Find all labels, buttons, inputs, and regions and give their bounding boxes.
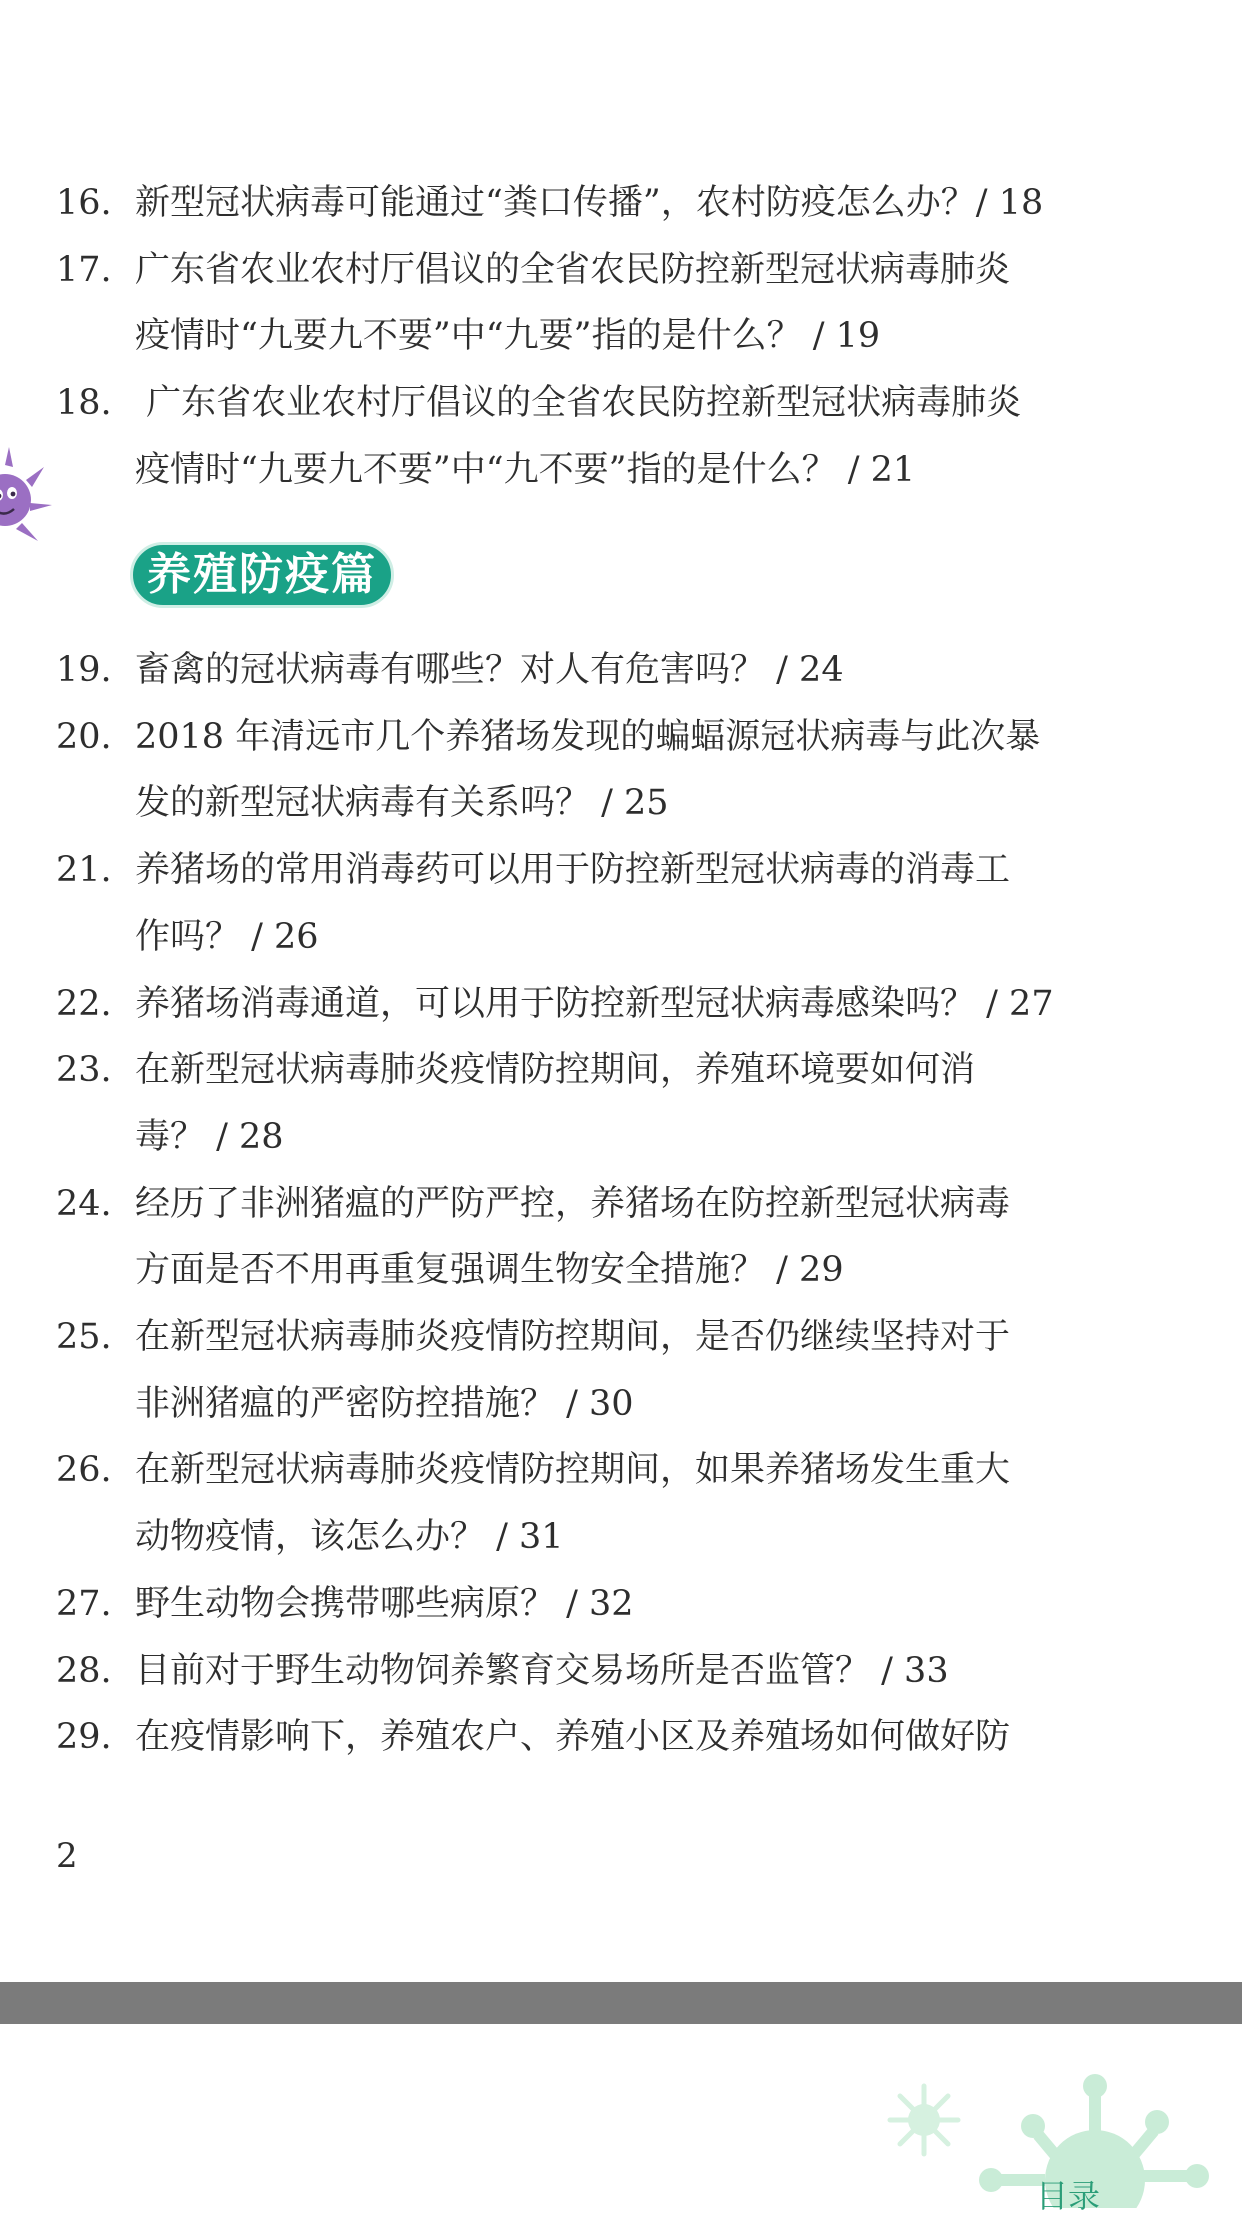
toc-entry xyxy=(56,1649,949,1693)
toc-entry-text: 在疫情影响下，养殖农户、养殖小区及养殖场如何做好防 xyxy=(135,1717,1011,1757)
toc-entry xyxy=(56,1315,1010,1359)
toc-entry-text: 目前对于野生动物饲养繁育交易场所是否监管？ / 33 xyxy=(135,1651,949,1691)
toc-entry xyxy=(56,1182,1010,1226)
toc-entry-continuation xyxy=(135,1382,634,1426)
toc-entry-continuation xyxy=(135,1515,564,1559)
toc-entry-number: 18. xyxy=(56,383,112,423)
toc-entry-text: 疫情时“九要九不要”中“九要”指的是什么？ / 19 xyxy=(135,316,881,356)
toc-entry-text: 养猪场的常用消毒药可以用于防控新型冠状病毒的消毒工 xyxy=(135,850,1011,890)
toc-entry-text: 广东省农业农村厅倡议的全省农民防控新型冠状病毒肺炎 xyxy=(135,250,1011,290)
toc-entry xyxy=(56,648,844,692)
catalog-label: 目录 xyxy=(1036,2177,1101,2215)
toc-entry xyxy=(56,1048,975,1092)
toc-entry-number: 20. xyxy=(56,717,112,757)
toc-entry-continuation xyxy=(135,1115,284,1159)
toc-entry-text: 作吗？ / 26 xyxy=(135,917,319,957)
toc-entry-text: 在新型冠状病毒肺炎疫情防控期间，是否仍继续坚持对于 xyxy=(135,1317,1011,1357)
toc-entry-text: 广东省农业农村厅倡议的全省农民防控新型冠状病毒肺炎 xyxy=(135,383,1022,423)
toc-entry-text: 新型冠状病毒可能通过“粪口传播”，农村防疫怎么办？/ 18 xyxy=(135,183,1044,223)
toc-entry-text: 在新型冠状病毒肺炎疫情防控期间，养殖环境要如何消 xyxy=(135,1050,976,1090)
toc-entry-number: 24. xyxy=(56,1184,112,1224)
toc-entry xyxy=(56,848,1010,892)
toc-entry-text: 经历了非洲猪瘟的严防严控，养猪场在防控新型冠状病毒 xyxy=(135,1184,1011,1224)
toc-entry-number: 29. xyxy=(56,1717,112,1757)
toc-entry-text: 野生动物会携带哪些病原？ / 32 xyxy=(135,1584,634,1624)
toc-entry-text: 非洲猪瘟的严密防控措施？ / 30 xyxy=(135,1384,634,1424)
toc-entry-number: 21. xyxy=(56,850,112,890)
toc-entry-number: 17. xyxy=(56,250,112,290)
toc-entry-continuation xyxy=(135,314,880,358)
page-number: 2 xyxy=(56,1836,78,1876)
page-divider-band xyxy=(0,1982,1242,2024)
toc-entry-text: 毒？ / 28 xyxy=(135,1117,284,1157)
virus-decoration-icon xyxy=(975,2070,1242,2208)
toc-entry-number: 26. xyxy=(56,1450,112,1490)
toc-entry-text: 动物疫情，该怎么办？ / 31 xyxy=(135,1517,564,1557)
toc-entry-text: 发的新型冠状病毒有关系吗？ / 25 xyxy=(135,783,669,823)
toc-entry xyxy=(56,715,1040,759)
toc-entry xyxy=(56,248,1010,292)
toc-entry xyxy=(56,1448,1010,1492)
toc-entry-text: 养猪场消毒通道，可以用于防控新型冠状病毒感染吗？ / 27 xyxy=(135,984,1054,1024)
toc-entry-continuation xyxy=(135,1248,844,1292)
toc-entry-text: 畜禽的冠状病毒有哪些？对人有危害吗？ / 24 xyxy=(135,650,844,690)
toc-entry-number: 22. xyxy=(56,984,112,1024)
toc-entry-number: 27. xyxy=(56,1584,112,1624)
toc-entry xyxy=(56,982,1054,1026)
toc-entry-number: 19. xyxy=(56,650,112,690)
toc-entry-text: 疫情时“九要九不要”中“九不要”指的是什么？ / 21 xyxy=(135,450,916,490)
toc-entry-text: 在新型冠状病毒肺炎疫情防控期间，如果养猪场发生重大 xyxy=(135,1450,1011,1490)
toc-entry-continuation xyxy=(135,915,319,959)
toc-entry-text: 2018 年清远市几个养猪场发现的蝙蝠源冠状病毒与此次暴 xyxy=(135,717,1041,757)
toc-entry xyxy=(56,181,1043,225)
toc-entry xyxy=(56,1715,1010,1759)
toc-entry xyxy=(56,1582,634,1626)
toc-entry-number: 25. xyxy=(56,1317,112,1357)
toc-entry-number: 28. xyxy=(56,1651,112,1691)
toc-entry-number: 23. xyxy=(56,1050,112,1090)
toc-entry-number: 16. xyxy=(56,183,112,223)
toc-entry-continuation xyxy=(135,448,915,492)
toc-entry-continuation xyxy=(135,781,669,825)
virus-mascot-icon xyxy=(0,445,60,555)
sun-virus-decoration-icon xyxy=(884,2080,964,2160)
section-title-badge: 养殖防疫篇 xyxy=(130,542,394,608)
toc-entry-text: 方面是否不用再重复强调生物安全措施？ / 29 xyxy=(135,1250,844,1290)
toc-entry xyxy=(56,381,1021,425)
